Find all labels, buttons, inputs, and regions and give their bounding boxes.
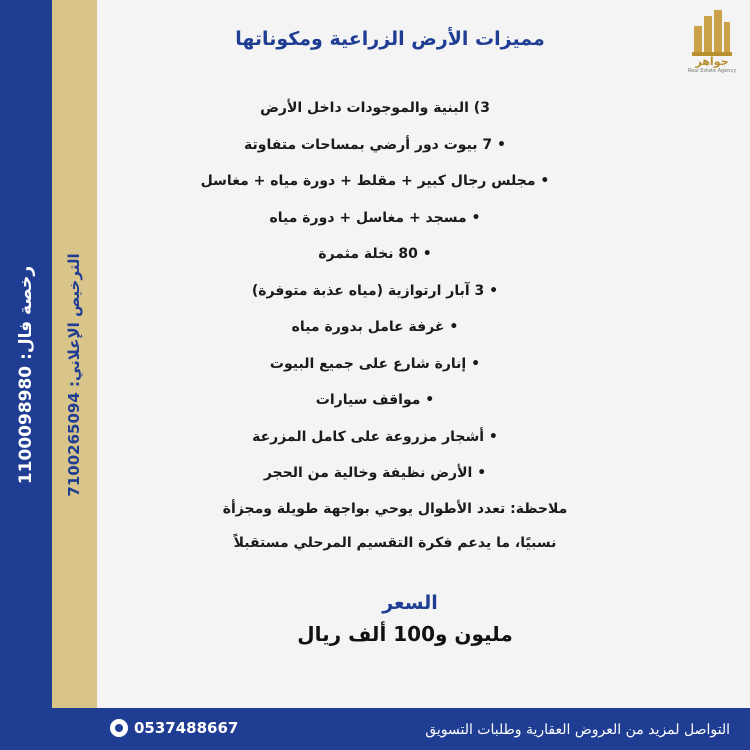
brand-name: جواهر [695,55,729,68]
price-value: مليون و100 ألف ريال [297,622,513,646]
fal-license-text: رخصة فال: 1100098980 [16,265,36,485]
list-item: • 80 نخلة مثمرة [318,246,432,262]
list-item: • مواقف سيارات [315,392,435,408]
contact-phone-link[interactable] [110,719,238,737]
note-line-2: نسبيًا، ما يدعم فكرة التقسيم المرحلي مستقبلاً [233,535,557,551]
list-item: • مجلس رجال كبير + مقلط + دورة مياه + مغاسل [200,173,550,189]
logo-mark-icon [692,8,732,56]
list-item: • غرفة عامل بدورة مياه [291,319,459,335]
ad-license-text: الترخيص الإعلاني: 7100265094 [65,253,83,497]
list-item: • 7 بيوت دور أرضي بمساحات متفاوتة [244,136,506,153]
list-item: • الأرض نظيفة وخالية من الحجر [263,465,487,481]
brand-tagline: Real Estate Agency [687,68,737,74]
list-item: 3) البنية والموجودات داخل الأرض [260,100,490,116]
note-text [180,492,610,560]
page-title: مميزات الأرض الزراعية ومكوناتها [235,28,545,50]
phone-number: 0537488667 [134,719,239,737]
list-item: • مسجد + مغاسل + دورة مياه [269,209,481,226]
list-item: • 3 آبار ارتوازية (مياه عذبة متوفرة) [251,282,499,299]
features-list [110,90,640,492]
price-label: السعر [382,592,438,614]
list-item: • إنارة شارع على جميع البيوت [269,355,481,372]
brand-logo [684,8,740,86]
list-item: • أشجار مزروعة على كامل المزرعة [252,428,498,445]
contact-text: التواصل لمزيد من العروض العقارية وطلبات التسويق [425,722,730,738]
note-line-1: ملاحظة: تعدد الأطوال يوحي بواجهة طويلة ومجزأة [222,501,568,517]
whatsapp-icon [110,719,128,737]
